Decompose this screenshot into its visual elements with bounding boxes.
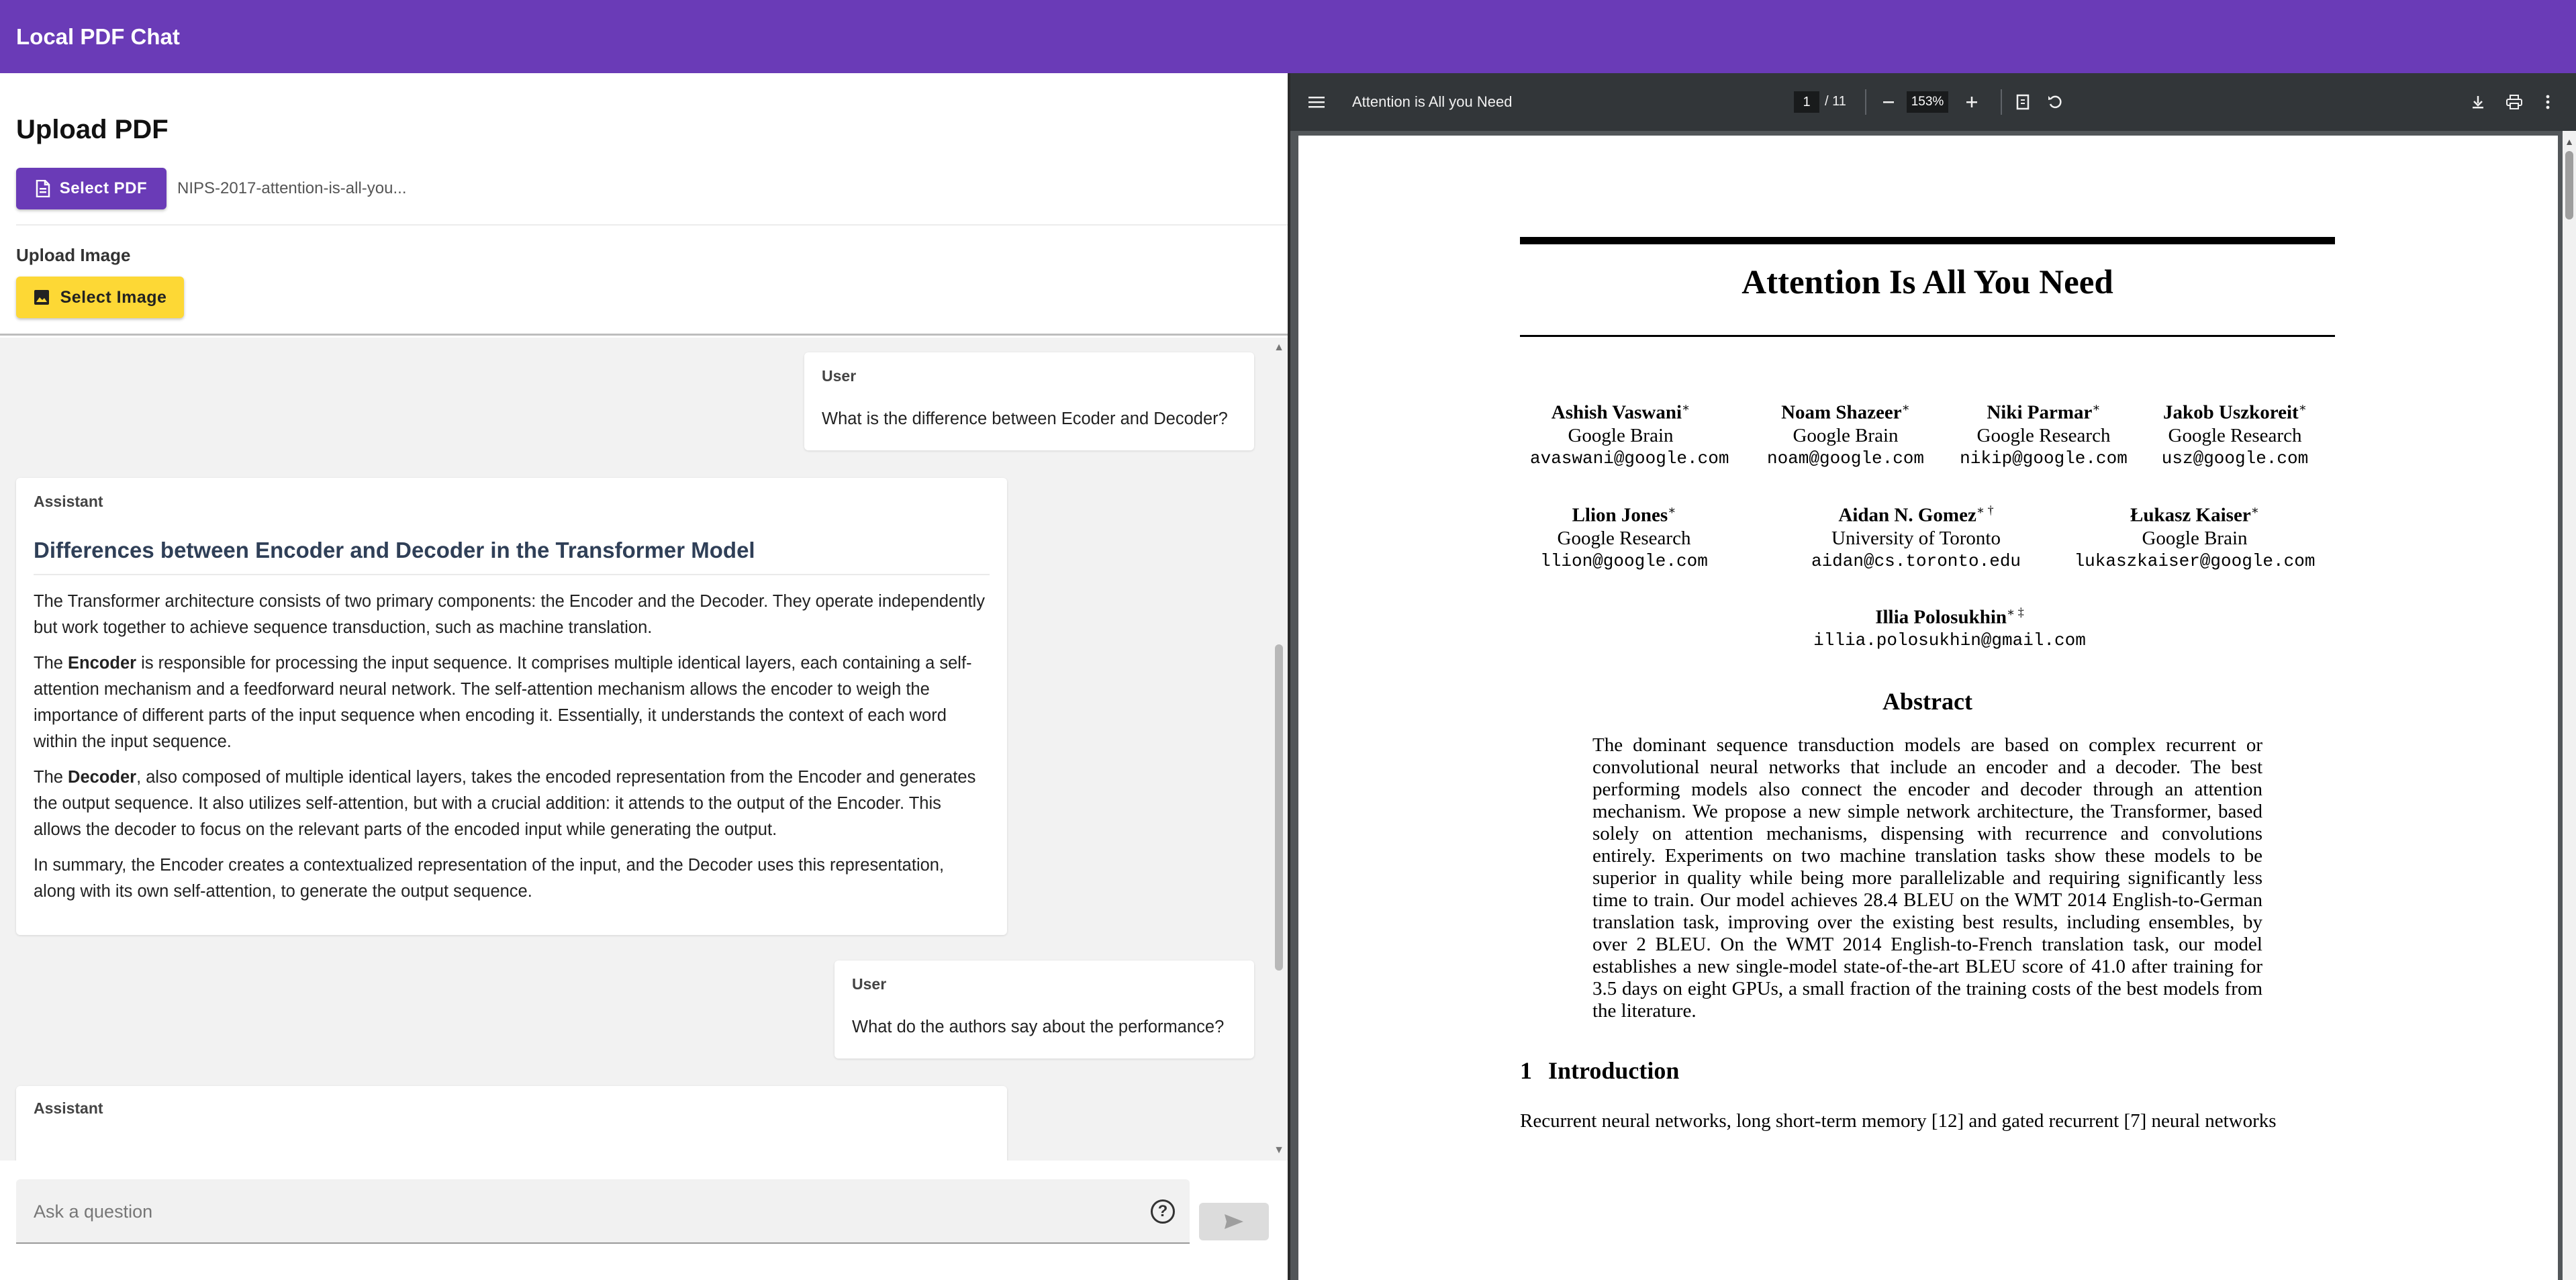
section-number: 1 bbox=[1520, 1057, 1532, 1084]
message-text: What do the authors say about the performance? bbox=[852, 1018, 1225, 1036]
author-affiliation: Google Research bbox=[1976, 424, 2111, 446]
title-rule-top bbox=[1520, 237, 2335, 244]
section-heading bbox=[1520, 1056, 1679, 1085]
pdf-scrollbar-thumb[interactable] bbox=[2565, 151, 2573, 219]
help-icon[interactable]: ? bbox=[1151, 1199, 1175, 1224]
answer-paragraph bbox=[34, 765, 990, 843]
chat-pane bbox=[0, 73, 1288, 1280]
menu-icon[interactable] bbox=[1305, 91, 1328, 113]
question-input-field[interactable] bbox=[16, 1179, 1190, 1244]
author-name: Niki Parmar bbox=[1987, 401, 2093, 424]
toolbar-separator bbox=[2001, 89, 2002, 115]
answer-paragraph: In summary, the Encoder creates a contextualized representation of the input, and the Decoder uses this representation, along with its own self-attention, to generate the output sequence. bbox=[34, 856, 945, 901]
author-name: Noam Shazeer bbox=[1781, 401, 1902, 424]
author-email: usz@google.com bbox=[2161, 448, 2309, 469]
author-mark: ∗ ‡ bbox=[2007, 605, 2024, 619]
title-rule-bottom bbox=[1520, 335, 2335, 337]
zoom-level-input[interactable]: 153% bbox=[1907, 91, 1948, 113]
section-divider bbox=[16, 224, 1288, 226]
pdf-scrollbar[interactable] bbox=[2563, 131, 2576, 1280]
author-mark: ∗ bbox=[2092, 401, 2101, 414]
author-block bbox=[1762, 396, 1929, 470]
selected-file-name: NIPS-2017-attention-is-all-you... bbox=[177, 179, 407, 197]
message-role: Assistant bbox=[34, 493, 103, 510]
rotate-icon[interactable] bbox=[2044, 91, 2066, 113]
pdf-viewer bbox=[1290, 73, 2576, 1280]
send-icon bbox=[1224, 1213, 1244, 1230]
author-affiliation: Google Research bbox=[1557, 527, 1691, 549]
pdf-document-title: Attention is All you Need bbox=[1352, 93, 1513, 110]
zoom-out-icon[interactable] bbox=[1877, 91, 1900, 113]
text-run: , also composed of multiple identical layers, takes the encoded representation from the Encoder and generates the output sequence. It also utilizes self-attention, but with a crucial addition: it attends to the output of the Encoder. This allows the decoder to focus on the relevant parts of the encoded input while generating the output. bbox=[34, 768, 976, 839]
author-affiliation: Google Research bbox=[2168, 424, 2302, 446]
author-email: nikip@google.com bbox=[1960, 448, 2128, 469]
author-mark: ∗ bbox=[2298, 401, 2307, 414]
chat-scrollbar-thumb[interactable] bbox=[1275, 644, 1283, 971]
author-block bbox=[1530, 396, 1729, 470]
text-run: The bbox=[34, 768, 68, 787]
author-name: Łukasz Kaiser bbox=[2130, 504, 2251, 526]
question-input[interactable] bbox=[34, 1195, 1094, 1228]
author-block bbox=[1960, 396, 2128, 470]
select-image-label: Select Image bbox=[60, 287, 167, 307]
author-name: Jakob Uszkoreit bbox=[2163, 401, 2299, 424]
author-email: noam@google.com bbox=[1766, 448, 1925, 469]
scroll-down-arrow[interactable]: ▼ bbox=[1274, 1144, 1284, 1156]
author-block bbox=[2158, 396, 2312, 470]
download-icon[interactable] bbox=[2467, 91, 2489, 113]
paper-title: Attention Is All You Need bbox=[1742, 264, 2113, 301]
author-name: Aidan N. Gomez bbox=[1838, 504, 1976, 526]
author-mark: ∗ † bbox=[1976, 503, 1994, 517]
author-email: llion@google.com bbox=[1540, 550, 1708, 571]
chat-history bbox=[0, 338, 1288, 1161]
app-title: Local PDF Chat bbox=[16, 23, 180, 49]
image-icon bbox=[34, 289, 50, 305]
fit-page-icon[interactable] bbox=[2011, 91, 2034, 113]
app-bar bbox=[0, 0, 2576, 73]
assistant-message bbox=[16, 1086, 1007, 1161]
send-button[interactable] bbox=[1199, 1203, 1269, 1240]
author-email: avaswani@google.com bbox=[1530, 448, 1729, 469]
bold-term: Decoder bbox=[68, 768, 137, 787]
select-pdf-button[interactable] bbox=[16, 168, 166, 209]
assistant-message bbox=[16, 478, 1007, 935]
author-affiliation: Google Brain bbox=[2142, 527, 2248, 549]
upload-section bbox=[0, 73, 1288, 336]
author-email: illia.polosukhin@gmail.com bbox=[1813, 630, 2086, 650]
bold-term: Encoder bbox=[68, 654, 137, 673]
user-message bbox=[804, 352, 1254, 450]
message-role: User bbox=[822, 367, 857, 385]
author-mark: ∗ bbox=[2250, 503, 2259, 517]
text-run: is responsible for processing the input sequence. It comprises multiple identical layers, each containing a self-attention mechanism and a feedforward neural network. The self-attention mechanism allows the encoder to weigh the importance of different parts of the input sequence when encoding it. Essentially, it understands the context of each word within the input sequence. bbox=[34, 654, 972, 751]
author-mark: ∗ bbox=[1668, 503, 1676, 517]
author-affiliation: Google Brain bbox=[1793, 424, 1899, 446]
author-affiliation: Google Brain bbox=[1568, 424, 1674, 446]
file-icon bbox=[36, 180, 50, 197]
message-role: Assistant bbox=[34, 1099, 103, 1117]
select-image-button[interactable] bbox=[16, 277, 184, 318]
author-block bbox=[1540, 499, 1708, 573]
author-block bbox=[1805, 499, 2027, 573]
intro-text: Recurrent neural networks, long short-term memory [12] and gated recurrent [7] neural networks bbox=[1520, 1110, 2277, 1132]
author-mark: ∗ bbox=[1901, 401, 1910, 414]
more-options-icon[interactable] bbox=[2536, 91, 2559, 113]
abstract-body: The dominant sequence transduction models are based on complex recurrent or convolutional neural networks that include an encoder and a decoder. The best performing models also connect the encoder and decoder through an attention mechanism. We propose a new simple network architecture, the Transformer, based solely on attention mechanisms, dispensing with recurrence and convolutions entirely. Experiments on two machine translation tasks show these models to be superior in quality while being more parallelizable and requiring significantly less time to train. Our model achieves 28.4 BLEU on the WMT 2014 English-to-German translation task, improving over the existing best results, including ensembles, by over 2 BLEU. On the WMT 2014 English-to-French translation task, our model establishes a new single-model state-of-the-art BLEU score of 41.0 after training for 3.5 days on eight GPUs, a small fraction of the training costs of the best models from the literature. bbox=[1592, 734, 2262, 1022]
page-number-input[interactable]: 1 bbox=[1794, 91, 1819, 113]
user-message bbox=[834, 961, 1254, 1059]
upload-image-title: Upload Image bbox=[16, 245, 131, 265]
author-block bbox=[2054, 499, 2336, 573]
author-name: Illia Polosukhin bbox=[1875, 606, 2007, 628]
zoom-in-icon[interactable] bbox=[1960, 91, 1983, 113]
page-total: / 11 bbox=[1825, 94, 1846, 109]
print-icon[interactable] bbox=[2503, 91, 2526, 113]
text-run: The bbox=[34, 654, 68, 673]
answer-heading: Differences between Encoder and Decoder in the Transformer Model bbox=[34, 538, 990, 575]
pdf-toolbar bbox=[1290, 73, 2576, 131]
message-text: What is the difference between Ecoder and Decoder? bbox=[822, 409, 1228, 428]
author-name: Llion Jones bbox=[1572, 504, 1668, 526]
answer-paragraph bbox=[34, 650, 990, 755]
author-block bbox=[1809, 601, 2091, 652]
author-name: Ashish Vaswani bbox=[1551, 401, 1682, 424]
author-affiliation: University of Toronto bbox=[1831, 527, 2001, 549]
section-title: Introduction bbox=[1548, 1057, 1680, 1084]
answer-paragraph: The Transformer architecture consists of two primary components: the Encoder and the Decoder. They operate independently but work together to achieve sequence transduction, such as machine translation. bbox=[34, 592, 985, 637]
abstract-heading: Abstract bbox=[1882, 688, 1972, 715]
author-email: aidan@cs.toronto.edu bbox=[1811, 550, 2021, 571]
pdf-page bbox=[1298, 136, 2558, 1280]
select-pdf-label: Select PDF bbox=[59, 179, 148, 197]
author-mark: ∗ bbox=[1682, 401, 1690, 414]
author-email: lukaszkaiser@google.com bbox=[2074, 550, 2316, 571]
upload-pdf-title: Upload PDF bbox=[16, 115, 169, 144]
toolbar-separator bbox=[1865, 89, 1866, 115]
pdf-scroll-up-arrow[interactable]: ▲ bbox=[2565, 136, 2574, 147]
message-role: User bbox=[852, 975, 887, 993]
scroll-up-arrow[interactable]: ▲ bbox=[1274, 342, 1284, 353]
